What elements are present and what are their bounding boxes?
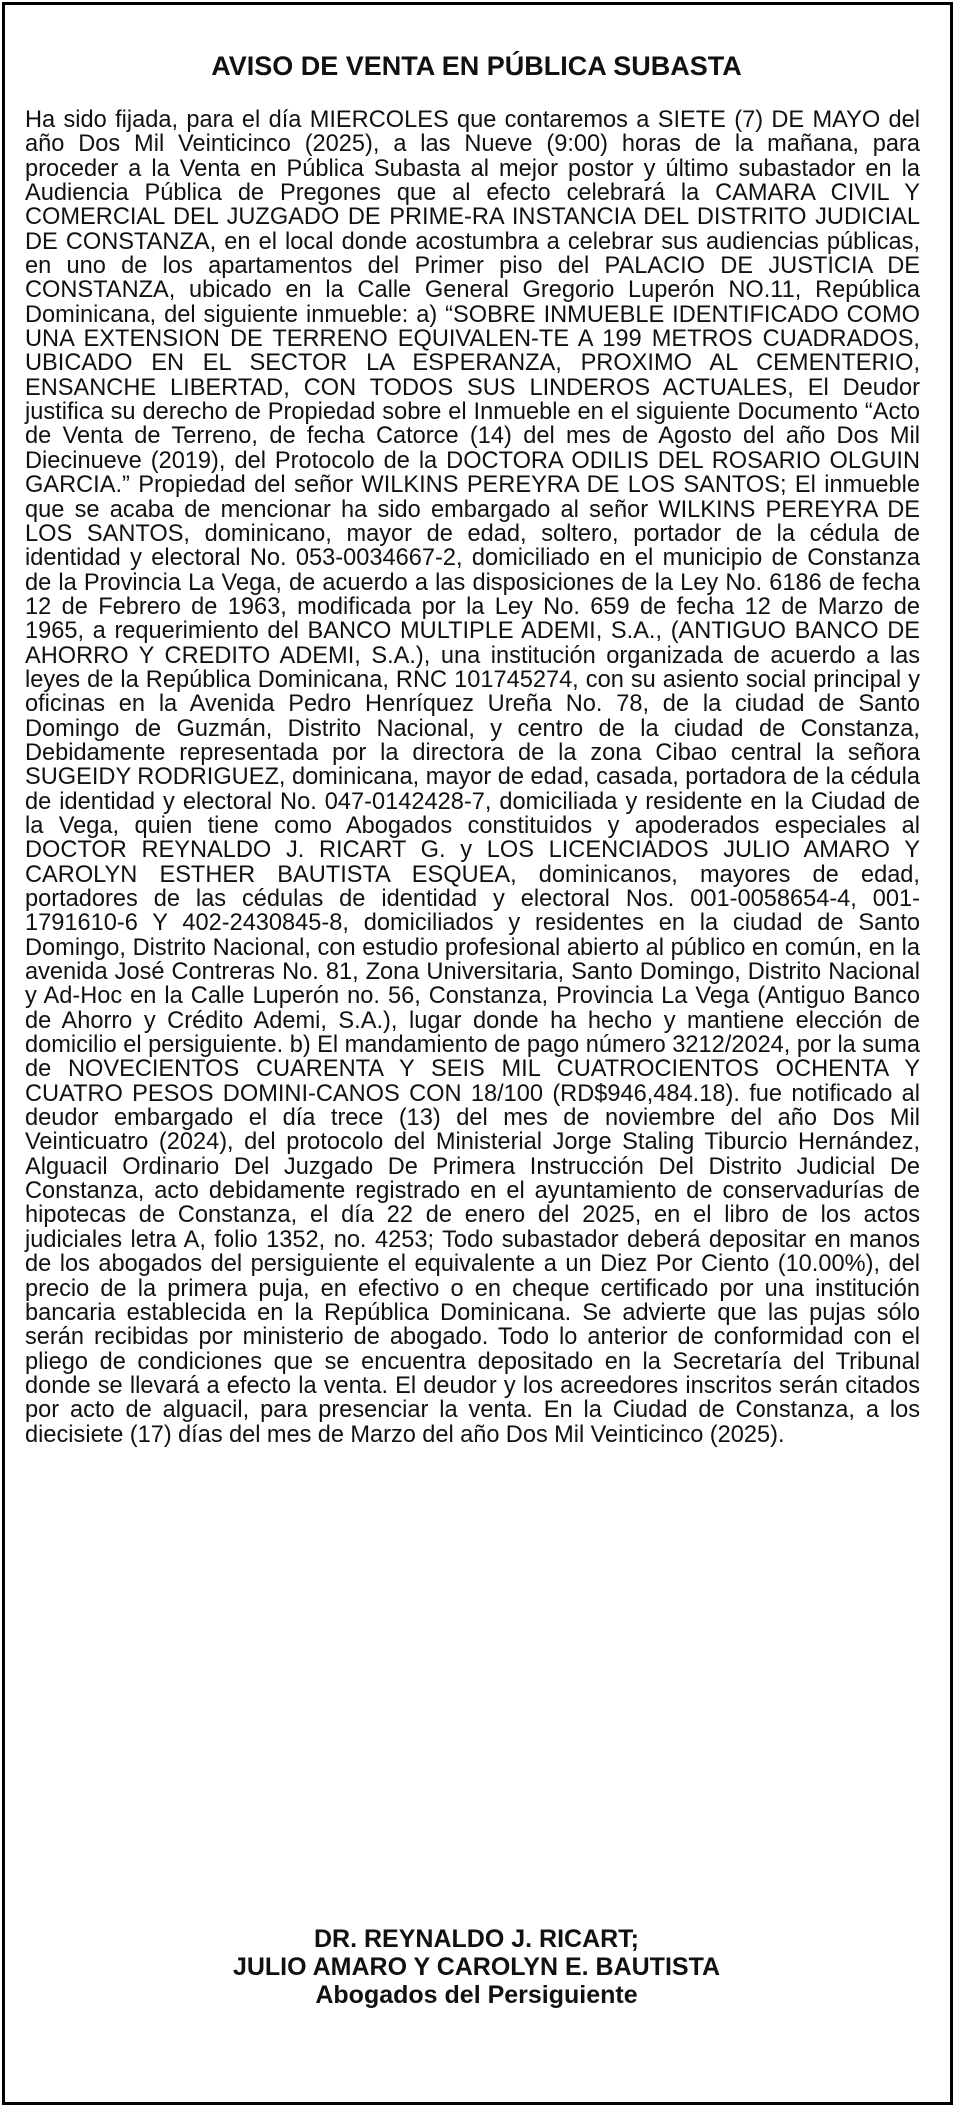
signature-line-lawyers: JULIO AMARO Y CAROLYN E. BAUTISTA xyxy=(232,1953,721,1981)
signature-block xyxy=(0,1925,953,2009)
signature-line-attorney: DR. REYNALDO J. RICART; xyxy=(313,1925,639,1953)
notice-title: AVISO DE VENTA EN PÚBLICA SUBASTA xyxy=(211,51,742,81)
signature-line-role: Abogados del Persiguiente xyxy=(315,1981,638,2009)
notice-body-text: Ha sido fijada, para el día MIERCOLES que contaremos a SIETE (7) DE MAYO del año Dos Mil Veinticinco (2025), a las Nueve (9:00) horas de la mañana, para proceder a la Venta en Pública Subasta al mejor postor y último subastador en la Audiencia Pública de Pregones que al efecto celebrará la CAMARA CIVIL Y COMERCIAL DEL JUZGADO DE PRIME-RA INSTANCIA DEL DISTRITO JUDICIAL DE CONSTANZA, en el local donde acostumbra a celebrar sus audiencias públicas, en uno de los apartamentos del Primer piso del PALACIO DE JUSTICIA DE CONSTANZA, ubicado en la Calle General Gregorio Luperón NO.11, República Dominicana, del siguiente inmueble: a) “SOBRE INMUEBLE IDENTIFICADO COMO UNA EXTENSION DE TERRENO EQUIVALEN-TE A 199 METROS CUADRADOS, UBICADO EN EL SECTOR LA ESPERANZA, PROXIMO AL CEMENTERIO, ENSANCHE LIBERTAD, CON TODOS SUS LINDEROS ACTUALES, El Deudor justifica su derecho de Propiedad sobre el Inmueble en el siguiente Documento “Acto de Venta de Terreno, de fecha Catorce (14) del mes de Agosto del año Dos Mil Diecinueve (2019), del Protocolo de la DOCTORA ODILIS DEL ROSARIO OLGUIN GARCIA.” Propiedad del señor WILKINS PEREYRA DE LOS SANTOS; El inmueble que se acaba de mencionar ha sido embargado al señor WILKINS PEREYRA DE LOS SANTOS, dominicano, mayor de edad, soltero, portador de la cédula de identidad y electoral No. 053-0034667-2, domiciliado en el municipio de Constanza de la Provincia La Vega, de acuerdo a las disposiciones de la Ley No. 6186 de fecha 12 de Febrero de 1963, modificada por la Ley No. 659 de fecha 12 de Marzo de 1965, a requerimiento del BANCO MULTIPLE ADEMI, S.A., (ANTIGUO BANCO DE AHORRO Y CREDITO ADEMI, S.A.), una institución organizada de acuerdo a las leyes de la República Dominicana, RNC 101745274, con su asiento social principal y oficinas en la Avenida Pedro Henríquez Ureña No. 78, de la ciudad de Santo Domingo de Guzmán, Distrito Nacional, y centro de la ciudad de Constanza, Debidamente representada por la directora de la zona Cibao central la señora SUGEIDY RODRIGUEZ, dominicana, mayor de edad, casada, portadora de la cédula de identidad y electoral No. 047-0142428-7, domiciliada y residente en la Ciudad de la Vega, quien tiene como Abogados constituidos y apoderados especiales al DOCTOR REYNALDO J. RICART G. y LOS LICENCIADOS JULIO AMARO Y CAROLYN ESTHER BAUTISTA ESQUEA, dominicanos, mayores de edad, portadores de las cédulas de identidad y electoral Nos. 001-0058654-4, 001-1791610-6 Y 402-2430845-8, domiciliados y residentes en la ciudad de Santo Domingo, Distrito Nacional, con estudio profesional abierto al público en común, en la avenida José Contreras No. 81, Zona Universitaria, Santo Domingo, Distrito Nacional y Ad-Hoc en la Calle Luperón no. 56, Constanza, Provincia La Vega (Antiguo Banco de Ahorro y Crédito Ademi, S.A.), lugar donde ha hecho y mantiene elección de domicilio el persiguiente. b) El mandamiento de pago número 3212/2024, por la suma de NOVECIENTOS CUARENTA Y SEIS MIL CUATROCIENTOS OCHENTA Y CUATRO PESOS DOMINI-CANOS CON 18/100 (RD$946,484.18). fue notificado al deudor embargado el día trece (13) del mes de noviembre del año Dos Mil Veinticuatro (2024), del protocolo del Ministerial Jorge Staling Tiburcio Hernández, Alguacil Ordinario Del Juzgado De Primera Instrucción Del Distrito Judicial De Constanza, acto debidamente registrado en el ayuntamiento de conservadurías de hipotecas de Constanza, el día 22 de enero del 2025, en el libro de los actos judiciales letra A, folio 1352, no. 4253; Todo subastador deberá depositar en manos de los abogados del persiguiente el equivalente a un Diez Por Ciento (10.00%), del precio de la primera puja, en efectivo o en cheque certificado por una institución bancaria establecida en la República Dominicana. Se advierte que las pujas sólo serán recibidas por ministerio de abogado. Todo lo anterior de conformidad con el pliego de condiciones que se encuentra depositado en la Secretaría del Tribunal donde se llevará a efecto la venta. El deudor y los acreedores inscritos serán citados por acto de alguacil, para presenciar la venta. En la Ciudad de Constanza, a los diecisiete (17) días del mes de Marzo del año Dos Mil Veinticinco (2025). xyxy=(25,107,920,1448)
